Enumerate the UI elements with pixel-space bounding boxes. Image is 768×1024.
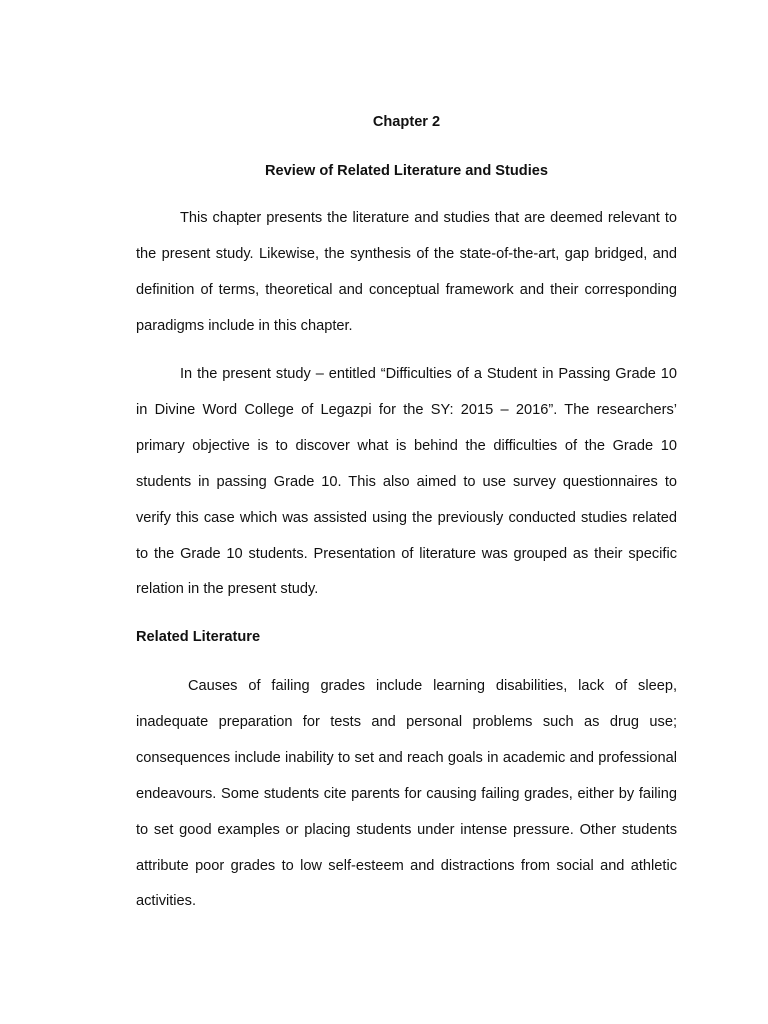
section-heading-related-literature: Related Literature	[136, 629, 261, 645]
related-literature-paragraph: Causes of failing grades include learning disabilities, lack of sleep, inadequate preparation for tests and personal problems such as drug use; consequences include inability to set and reach goals in academic and professional endeavours. Some students cite parents for causing failing grades, either by failing to set good examples or placing students under intense pressure. Other students attribute poor grades to low self-esteem and distractions from social and athletic activities.	[136, 678, 677, 910]
chapter-title: Review of Related Literature and Studies	[264, 163, 549, 179]
intro-paragraph: This chapter presents the literature and studies that are deemed relevant to the present study. Likewise, the synthesis of the state-of-the-art, gap bridged, and definition of terms, theoretical and conceptual framework and their corresponding paradigms include in this chapter.	[136, 210, 677, 334]
chapter-number: Chapter 2	[372, 114, 441, 130]
present-study-paragraph: In the present study – entitled “Difficulties of a Student in Passing Grade 10 in Divine Word College of Legazpi for the SY: 2015 – 2016”. The researchers’ primary objective is to discover what is behind the difficulties of the Grade 10 students in passing Grade 10. This also aimed to use survey questionnaires to verify this case which was assisted using the previously conducted studies related to the Grade 10 students. Presentation of literature was grouped as their specific relation in the present study.	[136, 366, 677, 598]
